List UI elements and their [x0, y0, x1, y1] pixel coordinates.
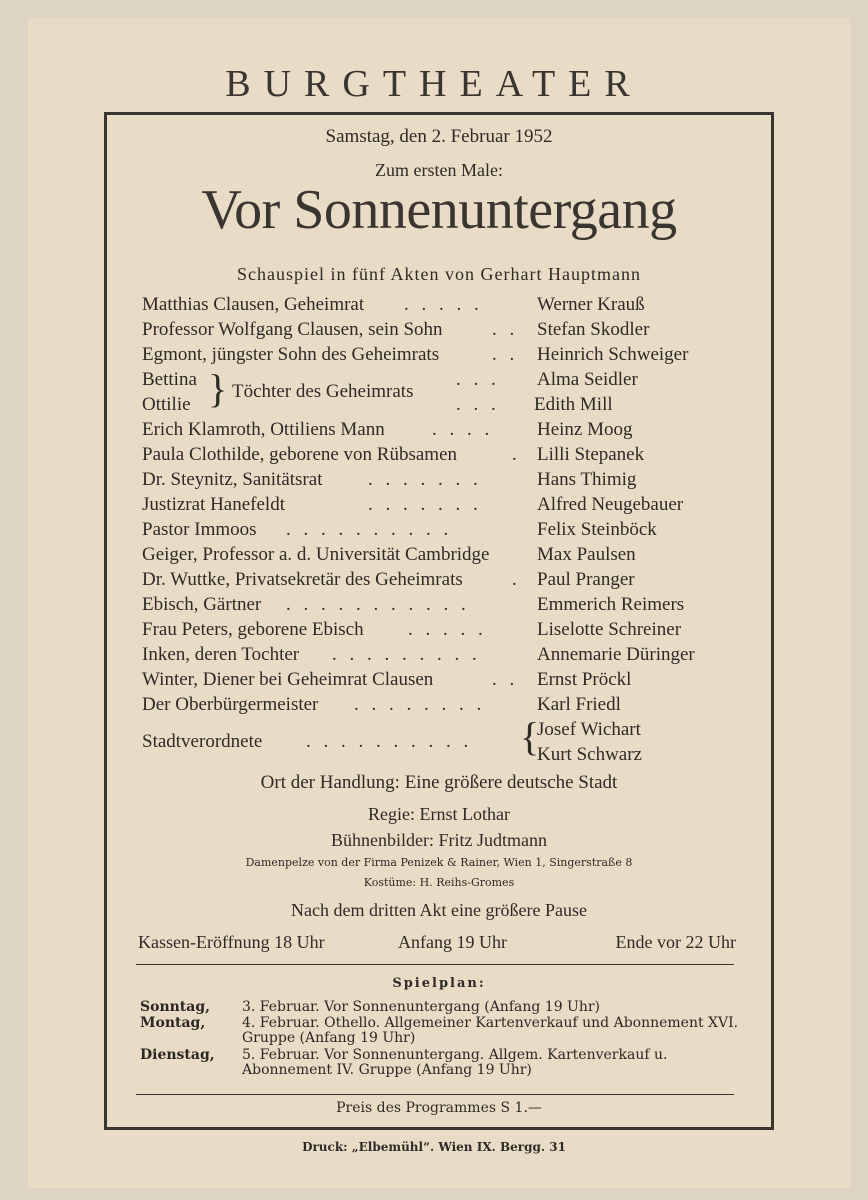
- program-price: Preis des Programmes S 1.—: [336, 1100, 542, 1116]
- furs-credit: Damenpelze von der Firma Penizek & Rainer, Wien 1, Singerstraße 8: [245, 856, 633, 869]
- divider: [136, 964, 734, 965]
- actor: Kurt Schwarz: [537, 744, 642, 765]
- role: Ebisch, Gärtner: [142, 594, 262, 615]
- start-time: Anfang 19 Uhr: [398, 932, 507, 952]
- role: Dr. Wuttke, Privatsekretär des Geheimrats: [142, 569, 463, 590]
- role: Der Oberbürgermeister: [142, 694, 319, 715]
- role: Ottilie: [142, 394, 191, 415]
- role: Geiger, Professor a. d. Universität Cambridge: [142, 544, 490, 565]
- role: Stadtverordnete: [142, 731, 263, 752]
- actor: Alfred Neugebauer: [537, 494, 684, 515]
- brace: }: [208, 366, 228, 411]
- cast-row: Dr. Steynitz, Sanitätsrat . . . . . . . Hans Thimig: [142, 469, 637, 490]
- actor: Max Paulsen: [537, 544, 636, 565]
- role: Professor Wolfgang Clausen, sein Sohn: [142, 319, 443, 340]
- cast-row: Matthias Clausen, Geheimrat . . . . . Werner Krauß: [142, 294, 645, 315]
- play-title: Vor Sonnenuntergang: [201, 179, 677, 241]
- sisters-label: Töchter des Geheimrats: [232, 381, 414, 402]
- schedule-day: Sonntag,: [140, 999, 211, 1015]
- actor: Karl Friedl: [537, 694, 621, 715]
- cast-row: Pastor Immoos . . . . . . . . . . Felix Steinböck: [142, 519, 657, 540]
- actor: Liselotte Schreiner: [537, 619, 682, 640]
- role: Egmont, jüngster Sohn des Geheimrats: [142, 344, 440, 365]
- cast-row: Dr. Wuttke, Privatsekretär des Geheimrats . Paul Pranger: [142, 569, 635, 590]
- end-time: Ende vor 22 Uhr: [615, 932, 736, 952]
- cast-row: Egmont, jüngster Sohn des Geheimrats . . Heinrich Schweiger: [142, 344, 689, 365]
- actor: Ernst Pröckl: [537, 669, 632, 690]
- performance-date: Samstag, den 2. Februar 1952: [325, 126, 553, 147]
- schedule-text: 4. Februar. Othello. Allgemeiner Kartenverkauf und Abonnement XVI. Gruppe (Anfang 19 Uhr): [242, 1015, 739, 1046]
- cast-row: Professor Wolfgang Clausen, sein Sohn . . Stefan Skodler: [142, 319, 650, 340]
- schedule-heading: Spielplan:: [392, 976, 486, 991]
- role: Inken, deren Tochter: [142, 644, 300, 665]
- theater-name: BURGTHEATER: [225, 63, 643, 105]
- role: Bettina: [142, 369, 197, 390]
- box-office-time: Kassen-Eröffnung 18 Uhr: [138, 932, 325, 952]
- premiere-note: Zum ersten Male:: [375, 160, 503, 180]
- schedule-day: Dienstag,: [140, 1047, 215, 1063]
- cast-row: Paula Clothilde, geborene von Rübsamen . Lilli Stepanek: [142, 444, 645, 465]
- actor: Josef Wichart: [537, 719, 641, 740]
- schedule-text: 3. Februar. Vor Sonnenuntergang (Anfang 19 Uhr): [242, 999, 601, 1015]
- divider: [136, 1094, 734, 1095]
- actor: Annemarie Düringer: [537, 644, 695, 665]
- cast-row: Justizrat Hanefeldt . . . . . . . Alfred Neugebauer: [142, 494, 684, 515]
- actor: Felix Steinböck: [537, 519, 657, 540]
- role: Winter, Diener bei Geheimrat Clausen: [142, 669, 434, 690]
- cast-row-councillors: Stadtverordnete . . . . . . . . . . { Josef Wichart Kurt Schwarz: [142, 714, 642, 765]
- actor: Alma Seidler: [537, 369, 638, 390]
- actor: Paul Pranger: [537, 569, 635, 590]
- setting: Ort der Handlung: Eine größere deutsche Stadt: [260, 772, 618, 793]
- schedule-day: Montag,: [140, 1015, 206, 1031]
- actor: Hans Thimig: [537, 469, 637, 490]
- actor: Emmerich Reimers: [537, 594, 685, 615]
- cast-row: Inken, deren Tochter . . . . . . . . . Annemarie Düringer: [142, 644, 695, 665]
- role: Justizrat Hanefeldt: [142, 494, 285, 515]
- cast-row: Ebisch, Gärtner . . . . . . . . . . . Emmerich Reimers: [142, 594, 685, 615]
- play-subtitle: Schauspiel in fünf Akten von Gerhart Hauptmann: [237, 264, 641, 284]
- role: Erich Klamroth, Ottiliens Mann: [142, 419, 385, 440]
- role: Matthias Clausen, Geheimrat: [142, 294, 365, 315]
- printer-credit: Druck: „Elbemühl“. Wien IX. Bergg. 31: [302, 1140, 566, 1154]
- cast-row: Frau Peters, geborene Ebisch . . . . . Liselotte Schreiner: [142, 619, 682, 640]
- brace: {: [520, 714, 540, 759]
- actor: Heinz Moog: [537, 419, 633, 440]
- cast-row: Erich Klamroth, Ottiliens Mann . . . . Heinz Moog: [142, 419, 633, 440]
- costumes-credit: Kostüme: H. Reihs-Gromes: [363, 876, 515, 889]
- actor: Werner Krauß: [537, 294, 645, 315]
- role: Pastor Immoos: [142, 519, 257, 540]
- schedule-text: 5. Februar. Vor Sonnenuntergang. Allgem. Kartenverkauf u. Abonnement IV. Gruppe (Anfang 19 Uhr): [242, 1047, 668, 1078]
- role: Dr. Steynitz, Sanitätsrat: [142, 469, 323, 490]
- cast-row: [142, 544, 742, 569]
- cast-row-sisters: Bettina Ottilie } Töchter des Geheimrats . . . . . . Alma Seidler Edith Mill: [142, 366, 638, 415]
- cast-row: Winter, Diener bei Geheimrat Clausen . . Ernst Pröckl: [142, 669, 632, 690]
- schedule-list: [140, 1000, 740, 1090]
- intermission-note: Nach dem dritten Akt eine größere Pause: [291, 900, 587, 920]
- cast-list: [142, 294, 742, 769]
- actor: Lilli Stepanek: [537, 444, 645, 465]
- direction: Regie: Ernst Lothar: [368, 804, 510, 824]
- actor: Heinrich Schweiger: [537, 344, 689, 365]
- role: Paula Clothilde, geborene von Rübsamen: [142, 444, 458, 465]
- actor: Stefan Skodler: [537, 319, 650, 340]
- stage-design: Bühnenbilder: Fritz Judtmann: [331, 830, 547, 850]
- cast-row: Der Oberbürgermeister . . . . . . . . Karl Friedl: [142, 694, 621, 715]
- role: Frau Peters, geborene Ebisch: [142, 619, 364, 640]
- actor: Edith Mill: [534, 394, 613, 415]
